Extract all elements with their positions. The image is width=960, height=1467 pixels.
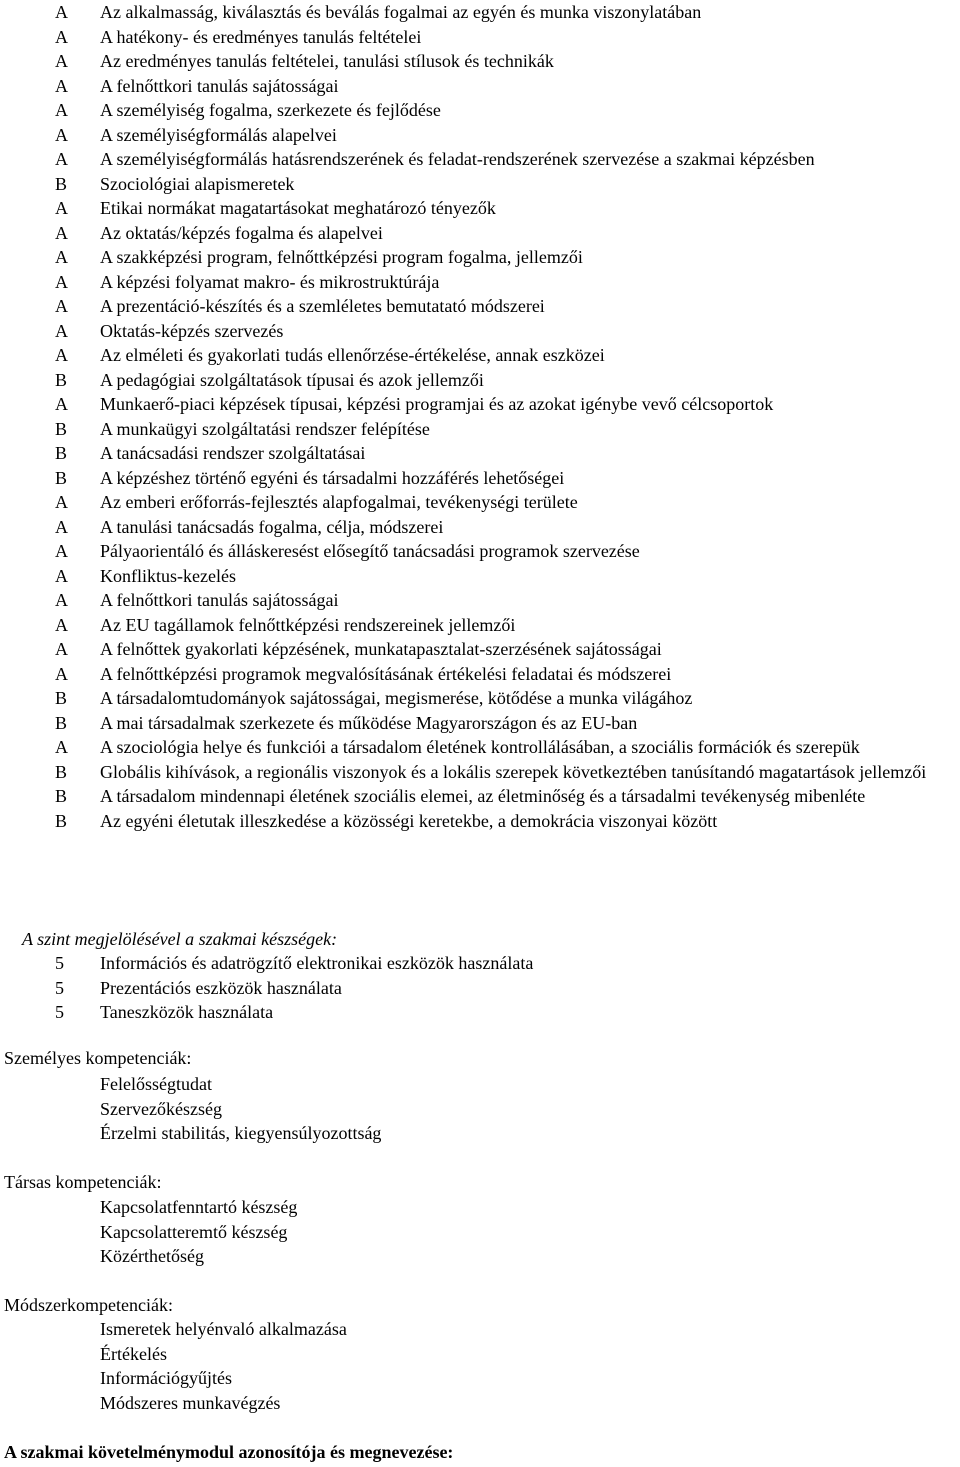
knowledge-text: A szociológia helye és funkciói a társadalom életének kontrollálásában, a szociális formációk és szerepük bbox=[100, 737, 860, 757]
knowledge-row bbox=[0, 74, 960, 99]
knowledge-level: B bbox=[55, 712, 68, 733]
knowledge-text: A felnőttkori tanulás sajátosságai bbox=[100, 590, 339, 610]
knowledge-text: A tanácsadási rendszer szolgáltatásai bbox=[100, 443, 366, 463]
knowledge-level: A bbox=[55, 247, 68, 267]
skills-heading: A szint megjelölésével a szakmai készségek: bbox=[22, 929, 338, 949]
knowledge-row bbox=[0, 686, 960, 711]
skills-list bbox=[0, 951, 960, 1025]
knowledge-text: Az emberi erőforrás-fejlesztés alapfogalmai, tevékenységi területe bbox=[100, 492, 578, 512]
knowledge-level: B bbox=[55, 369, 68, 390]
knowledge-text: A személyiségformálás hatásrendszerének és feladat-rendszerének szervezése a szakmai képzésben bbox=[100, 149, 815, 169]
module-heading: A szakmai követelménymodul azonosítója és megnevezése: bbox=[4, 1442, 454, 1462]
skill-level: 5 bbox=[55, 953, 64, 973]
knowledge-row bbox=[0, 515, 960, 540]
personal-competency-item: Érzelmi stabilitás, kiegyensúlyozottság bbox=[100, 1123, 382, 1143]
knowledge-level: A bbox=[55, 2, 68, 22]
knowledge-row bbox=[0, 539, 960, 564]
knowledge-text: A felnőttkori tanulás sajátosságai bbox=[100, 75, 339, 96]
knowledge-level: A bbox=[55, 198, 68, 218]
method-competency-item: Ismeretek helyénvaló alkalmazása bbox=[100, 1319, 347, 1339]
knowledge-row bbox=[0, 172, 960, 197]
method-competency-item: Értékelés bbox=[100, 1343, 167, 1364]
knowledge-text: Szociológiai alapismeretek bbox=[100, 173, 295, 194]
knowledge-row bbox=[0, 637, 960, 662]
knowledge-text: Az eredményes tanulás feltételei, tanulási stílusok és technikák bbox=[100, 51, 554, 71]
knowledge-text: Az oktatás/képzés fogalma és alapelvei bbox=[100, 222, 383, 243]
knowledge-text: A személyiségformálás alapelvei bbox=[100, 124, 337, 145]
knowledge-level: A bbox=[55, 296, 68, 316]
skill-level: 5 bbox=[55, 977, 64, 998]
knowledge-text: Az elméleti és gyakorlati tudás ellenőrzése-értékelése, annak eszközei bbox=[100, 345, 605, 365]
knowledge-level: B bbox=[55, 173, 68, 194]
social-competency-item: Kapcsolatteremtő készség bbox=[100, 1221, 288, 1242]
knowledge-level: A bbox=[55, 663, 68, 684]
knowledge-row bbox=[0, 294, 960, 319]
knowledge-level: A bbox=[55, 541, 68, 561]
knowledge-row bbox=[0, 0, 960, 25]
knowledge-text: A pedagógiai szolgáltatások típusai és azok jellemzői bbox=[100, 369, 484, 390]
knowledge-text: Pályaorientáló és álláskeresést elősegítő tanácsadási programok szervezése bbox=[100, 541, 640, 561]
knowledge-text: A prezentáció-készítés és a szemléletes bemutatató módszerei bbox=[100, 296, 545, 316]
knowledge-row bbox=[0, 613, 960, 638]
knowledge-level: A bbox=[55, 590, 68, 610]
knowledge-level: B bbox=[55, 761, 68, 782]
knowledge-level: A bbox=[55, 516, 68, 537]
knowledge-row bbox=[0, 319, 960, 344]
knowledge-text: A társadalomtudományok sajátosságai, megismerése, kötődése a munka világához bbox=[100, 688, 693, 708]
personal-competency-item: Felelősségtudat bbox=[100, 1074, 212, 1094]
knowledge-row bbox=[0, 221, 960, 246]
knowledge-row bbox=[0, 809, 960, 834]
knowledge-row bbox=[0, 735, 960, 760]
skill-text: Taneszközök használata bbox=[100, 1002, 274, 1022]
knowledge-text: A társadalom mindennapi életének szociális elemei, az életminőség és a társadalmi tevékenység mibenléte bbox=[100, 786, 866, 806]
knowledge-row bbox=[0, 343, 960, 368]
knowledge-row bbox=[0, 711, 960, 736]
personal-competencies-list bbox=[0, 1072, 960, 1146]
knowledge-level: A bbox=[55, 100, 68, 120]
knowledge-text: Konfliktus-kezelés bbox=[100, 565, 236, 586]
knowledge-level: B bbox=[55, 688, 68, 708]
skill-row bbox=[0, 976, 960, 1001]
skill-row bbox=[0, 1000, 960, 1025]
knowledge-row bbox=[0, 466, 960, 491]
knowledge-text: Etikai normákat magatartásokat meghatározó tényezők bbox=[100, 198, 496, 218]
knowledge-row bbox=[0, 147, 960, 172]
knowledge-row bbox=[0, 196, 960, 221]
knowledge-level: A bbox=[55, 345, 68, 365]
knowledge-level: A bbox=[55, 75, 68, 96]
skill-text: Információs és adatrögzítő elektronikai eszközök használata bbox=[100, 953, 534, 973]
social-competencies-heading: Társas kompetenciák: bbox=[4, 1172, 162, 1192]
knowledge-text: A mai társadalmak szerkezete és működése Magyarországon és az EU-ban bbox=[100, 712, 638, 733]
knowledge-text: A képzéshez történő egyéni és társadalmi hozzáférés lehetőségei bbox=[100, 467, 565, 488]
knowledge-level: A bbox=[55, 26, 68, 47]
knowledge-level: A bbox=[55, 51, 68, 71]
knowledge-level: A bbox=[55, 320, 68, 341]
knowledge-row bbox=[0, 368, 960, 393]
knowledge-level: A bbox=[55, 222, 68, 243]
knowledge-row bbox=[0, 760, 960, 785]
knowledge-text: A felnőttképzési programok megvalósításának értékelési feladatai és módszerei bbox=[100, 663, 672, 684]
knowledge-row bbox=[0, 392, 960, 417]
knowledge-level: A bbox=[55, 149, 68, 169]
knowledge-text: Az alkalmasság, kiválasztás és beválás fogalmai az egyén és munka viszonylatában bbox=[100, 2, 702, 22]
knowledge-text: Oktatás-képzés szervezés bbox=[100, 320, 284, 341]
knowledge-text: A személyiség fogalma, szerkezete és fejlődése bbox=[100, 100, 441, 120]
social-competencies-list bbox=[0, 1195, 960, 1269]
knowledge-level: A bbox=[55, 565, 68, 586]
knowledge-row bbox=[0, 588, 960, 613]
knowledge-text: Az EU tagállamok felnőttképzési rendszereinek jellemzői bbox=[100, 614, 516, 635]
skill-level: 5 bbox=[55, 1002, 64, 1022]
method-competency-item: Módszeres munkavégzés bbox=[100, 1392, 281, 1413]
personal-competency-item: Szervezőkészség bbox=[100, 1098, 222, 1119]
knowledge-text: Az egyéni életutak illeszkedése a közösségi keretekbe, a demokrácia viszonyai között bbox=[100, 810, 718, 831]
knowledge-row bbox=[0, 662, 960, 687]
knowledge-text: Munkaerő-piaci képzések típusai, képzési programjai és az azokat igénybe vevő célcsoportok bbox=[100, 394, 774, 414]
knowledge-level: A bbox=[55, 639, 68, 659]
knowledge-text: Globális kihívások, a regionális viszonyok és a lokális szerepek következtében tanúsítandó magatartások jellemzői bbox=[100, 761, 927, 782]
knowledge-text: A munkaügyi szolgáltatási rendszer felépítése bbox=[100, 418, 430, 439]
knowledge-row bbox=[0, 49, 960, 74]
knowledge-level: B bbox=[55, 443, 68, 463]
knowledge-row bbox=[0, 784, 960, 809]
knowledge-text: A hatékony- és eredményes tanulás feltételei bbox=[100, 26, 422, 47]
knowledge-row bbox=[0, 417, 960, 442]
knowledge-row bbox=[0, 123, 960, 148]
knowledge-row bbox=[0, 441, 960, 466]
knowledge-level: B bbox=[55, 418, 68, 439]
method-competencies-list bbox=[0, 1317, 960, 1415]
knowledge-row bbox=[0, 98, 960, 123]
skill-text: Prezentációs eszközök használata bbox=[100, 977, 342, 998]
knowledge-level: A bbox=[55, 614, 68, 635]
knowledge-level: B bbox=[55, 810, 68, 831]
knowledge-text: A tanulási tanácsadás fogalma, célja, módszerei bbox=[100, 516, 444, 537]
knowledge-row bbox=[0, 564, 960, 589]
knowledge-level: A bbox=[55, 124, 68, 145]
knowledge-row bbox=[0, 490, 960, 515]
knowledge-level: B bbox=[55, 786, 68, 806]
knowledge-level: A bbox=[55, 271, 68, 292]
knowledge-level: A bbox=[55, 492, 68, 512]
personal-competencies-heading: Személyes kompetenciák: bbox=[4, 1048, 192, 1068]
social-competency-item: Kapcsolatfenntartó készség bbox=[100, 1197, 298, 1217]
knowledge-row bbox=[0, 245, 960, 270]
method-competencies-heading: Módszerkompetenciák: bbox=[4, 1295, 173, 1315]
knowledge-text: A képzési folyamat makro- és mikrostruktúrája bbox=[100, 271, 440, 292]
social-competency-item: Közérthetőség bbox=[100, 1246, 204, 1266]
knowledge-row bbox=[0, 25, 960, 50]
skill-row bbox=[0, 951, 960, 976]
knowledge-level: A bbox=[55, 394, 68, 414]
knowledge-level: B bbox=[55, 467, 68, 488]
knowledge-level: A bbox=[55, 737, 68, 757]
knowledge-text: A felnőttek gyakorlati képzésének, munkatapasztalat-szerzésének sajátosságai bbox=[100, 639, 662, 659]
knowledge-row bbox=[0, 270, 960, 295]
method-competency-item: Információgyűjtés bbox=[100, 1368, 232, 1388]
knowledge-text: A szakképzési program, felnőttképzési program fogalma, jellemzői bbox=[100, 247, 583, 267]
